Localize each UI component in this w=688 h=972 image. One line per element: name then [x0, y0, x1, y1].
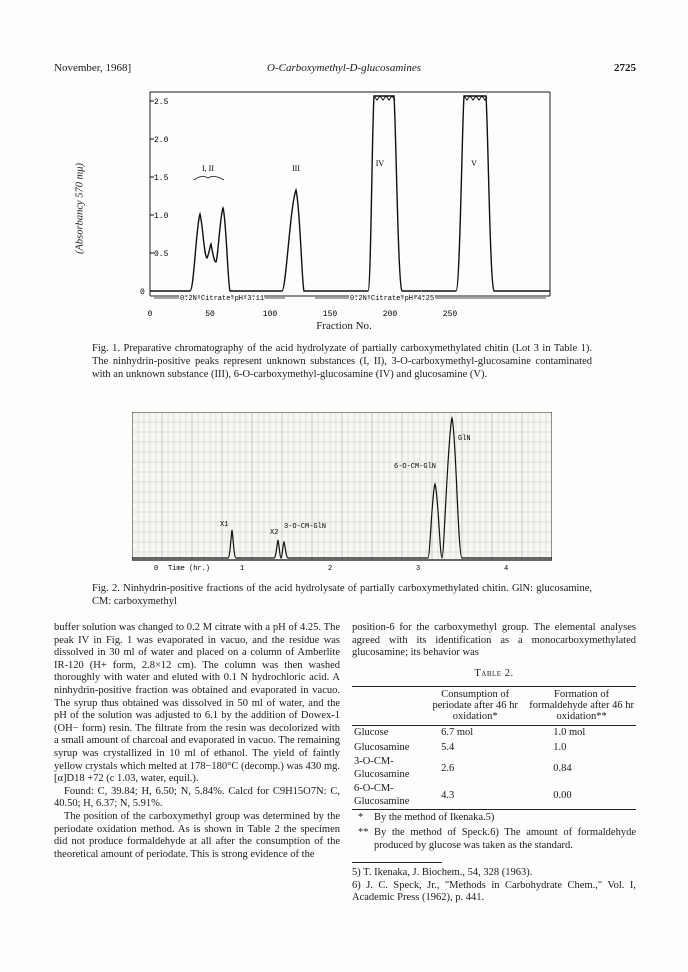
table-header-cell: Consumption of periodate after 46 hr oxidation* — [423, 687, 527, 726]
table-footnote: ** By the method of Speck.6) The amount of formaldehyde produced by glucose was taken as the standard. — [358, 826, 636, 851]
references-divider — [352, 862, 442, 863]
fig2-axis-label: Time (hr.) — [168, 565, 211, 573]
fig1-y-tick-label: 0 — [140, 288, 145, 297]
body-paragraph-right: position-6 for the carboxymethyl group. The elemental analyses agreed with its identification as a monocarboxymethylated glucosamine; its behavior was — [352, 622, 636, 659]
fig2-tick-label: 3 — [416, 565, 421, 573]
body-paragraph-2: Found: C, 39.84; H, 6.50; N, 5.84%. Calcd for C9H15O7N: C, 40.50; H, 6.37; N, 5.91%. — [54, 785, 340, 810]
table-cell: 5.4 — [441, 741, 455, 753]
fig1-y-tick-label: 2.0 — [154, 136, 169, 145]
figure-2-ninhydrin-trace — [132, 412, 552, 574]
fig2-caption: Fig. 2. Ninhydrin-positive fractions of the acid hydrolysate of partially carboxymethylated chitin. GlN: glucosamine, CM: carboxymethyl — [92, 583, 592, 607]
table-header-cell — [352, 687, 423, 726]
table-cell: 0.84 — [553, 762, 572, 774]
table-cell: Glucosamine — [354, 741, 410, 753]
fig1-y-tick-label: 1.5 — [154, 174, 169, 183]
reference-5: 5) T. Ikenaka, J. Biochem., 54, 328 (1963). — [352, 867, 533, 879]
fig1-peak-label-4: IV — [375, 159, 385, 168]
fig1-y-tick-label: 1.0 — [154, 212, 169, 221]
fig1-buffer-label-2: 0.2N Citrate pH 4.25 — [350, 295, 435, 303]
fig1-trace — [150, 96, 550, 291]
table-row — [352, 782, 636, 810]
table-header-cell: Formation of formaldehyde after 46 hr oxidation** — [527, 687, 636, 726]
body-paragraph-1: buffer solution was changed to 0.2 M citrate with a pH of 4.25. The peak IV in Fig. 1 was evaporated in vacuo, and the residue was dissolved in 30 ml of water and placed on a column of Amberlite IR-120 (H+ form, 2.8×12 cm). The column was then washed thoroughly with water and eluted with 0.1 N hydrochloric acid. A ninhydrin-positive fraction was obtained and evaporated in vacuo. The syrup thus obtained was dissolved in 50 ml of water, and the pH of the solution was adjusted to 6.1 by the addition of Dowex-1 (OH− form) resin. The filtrate from the resin was decolorized with a small amount of charcoal and evaporated in vacuo. The remaining syrup was crystallized in 10 ml of ethanol. The yield of faintly yellow crystals which melted at 178−180°C (decomp.) was 430 mg. [α]D18 +72 (c 1.03, water, equil.). — [54, 622, 340, 785]
table-cell: 0.00 — [527, 782, 636, 810]
fig1-peak-label-3: III — [292, 164, 300, 173]
fig1-x-tick-label: 50 — [205, 310, 215, 319]
table-cell: 1.0 — [553, 741, 567, 753]
page-header-title: O-Carboxymethyl-D-glucosamines — [267, 62, 421, 74]
table-row — [352, 726, 636, 741]
fig2-tick-label: 1 — [240, 565, 245, 573]
fig1-xlabel: Fraction No. — [316, 320, 372, 332]
fig2-label-x2: X2 — [270, 529, 279, 537]
table-2-title: Table 2. — [474, 667, 514, 679]
fig1-buffer-label-1: 0.2N Citrate pH 3.11 — [180, 295, 265, 303]
fig2-tick-label: 2 — [328, 565, 333, 573]
table-cell: 1.0 mol — [553, 727, 586, 739]
fig1-x-tick-label: 100 — [262, 310, 278, 319]
fig1-x-tick-label: 0 — [147, 310, 153, 319]
page-header-left: November, 1968] — [54, 62, 132, 74]
table-2 — [352, 686, 636, 810]
table-cell: 4.3 — [423, 782, 527, 810]
fig2-tick-label: 0 — [154, 565, 159, 573]
fig1-y-tick-label: 0.5 — [154, 250, 169, 259]
fig2-label-gln: GlN — [458, 435, 471, 443]
table-cell: 3-O-CM-Glucosamine — [354, 756, 410, 780]
table-row — [352, 755, 636, 782]
table-footnote: * By the method of Ikenaka.5) — [358, 812, 495, 824]
fig1-peak-label-5: V — [471, 159, 477, 168]
table-cell: Glucose — [354, 727, 389, 739]
table-row — [352, 741, 636, 756]
fig1-x-tick-label: 200 — [382, 310, 398, 319]
fig2-label-3-cm-gln: 3-O-CM-GlN — [284, 523, 327, 531]
body-paragraph-3: The position of the carboxymethyl group was determined by the periodate oxidation method. As is shown in Table 2 the specimen did not produce formaldehyde at all after the consumption of the theoretical amount of periodate. This is strong evidence of the — [54, 810, 340, 860]
fig2-label-6-cm-gln: 6-O-CM-GlN — [394, 463, 437, 471]
fig1-x-tick-label: 250 — [442, 310, 458, 319]
fig1-ylabel: (Absorbancy 570 mμ) — [74, 163, 86, 255]
fig2-tick-label: 4 — [504, 565, 509, 573]
fig1-x-tick-label: 150 — [322, 310, 338, 319]
table-cell: 6.7 mol — [441, 727, 474, 739]
figure-1-chromatogram — [110, 86, 570, 336]
fig1-x-ticks — [148, 310, 458, 319]
left-column — [54, 622, 340, 861]
right-column — [352, 622, 636, 905]
fig1-y-tick-label: 2.5 — [154, 98, 169, 107]
reference-6: 6) J. C. Speck, Jr., "Methods in Carbohydrate Chem.," Vol. I, Academic Press (1962), p. 441. — [352, 879, 636, 904]
page-number: 2725 — [614, 62, 636, 74]
table-cell: 2.6 — [441, 762, 455, 774]
fig1-peak-label-1: I, II — [202, 164, 214, 173]
fig1-y-ticks — [140, 98, 169, 297]
fig2-label-x1: X1 — [220, 521, 229, 529]
fig1-caption: Fig. 1. Preparative chromatography of the acid hydrolyzate of partially carboxymethylated chitin (Lot 3 in Table 1). The ninhydrin-positive peaks represent unknown substances (I, II), 3-O-carboxymethyl-glucosamine contaminated with an unknown substance (III), 6-O-carboxymethyl-glucosamine (IV) and glucosamine (V). — [92, 343, 592, 380]
table-cell: 6-O-CM-Glucosamine — [352, 782, 423, 810]
